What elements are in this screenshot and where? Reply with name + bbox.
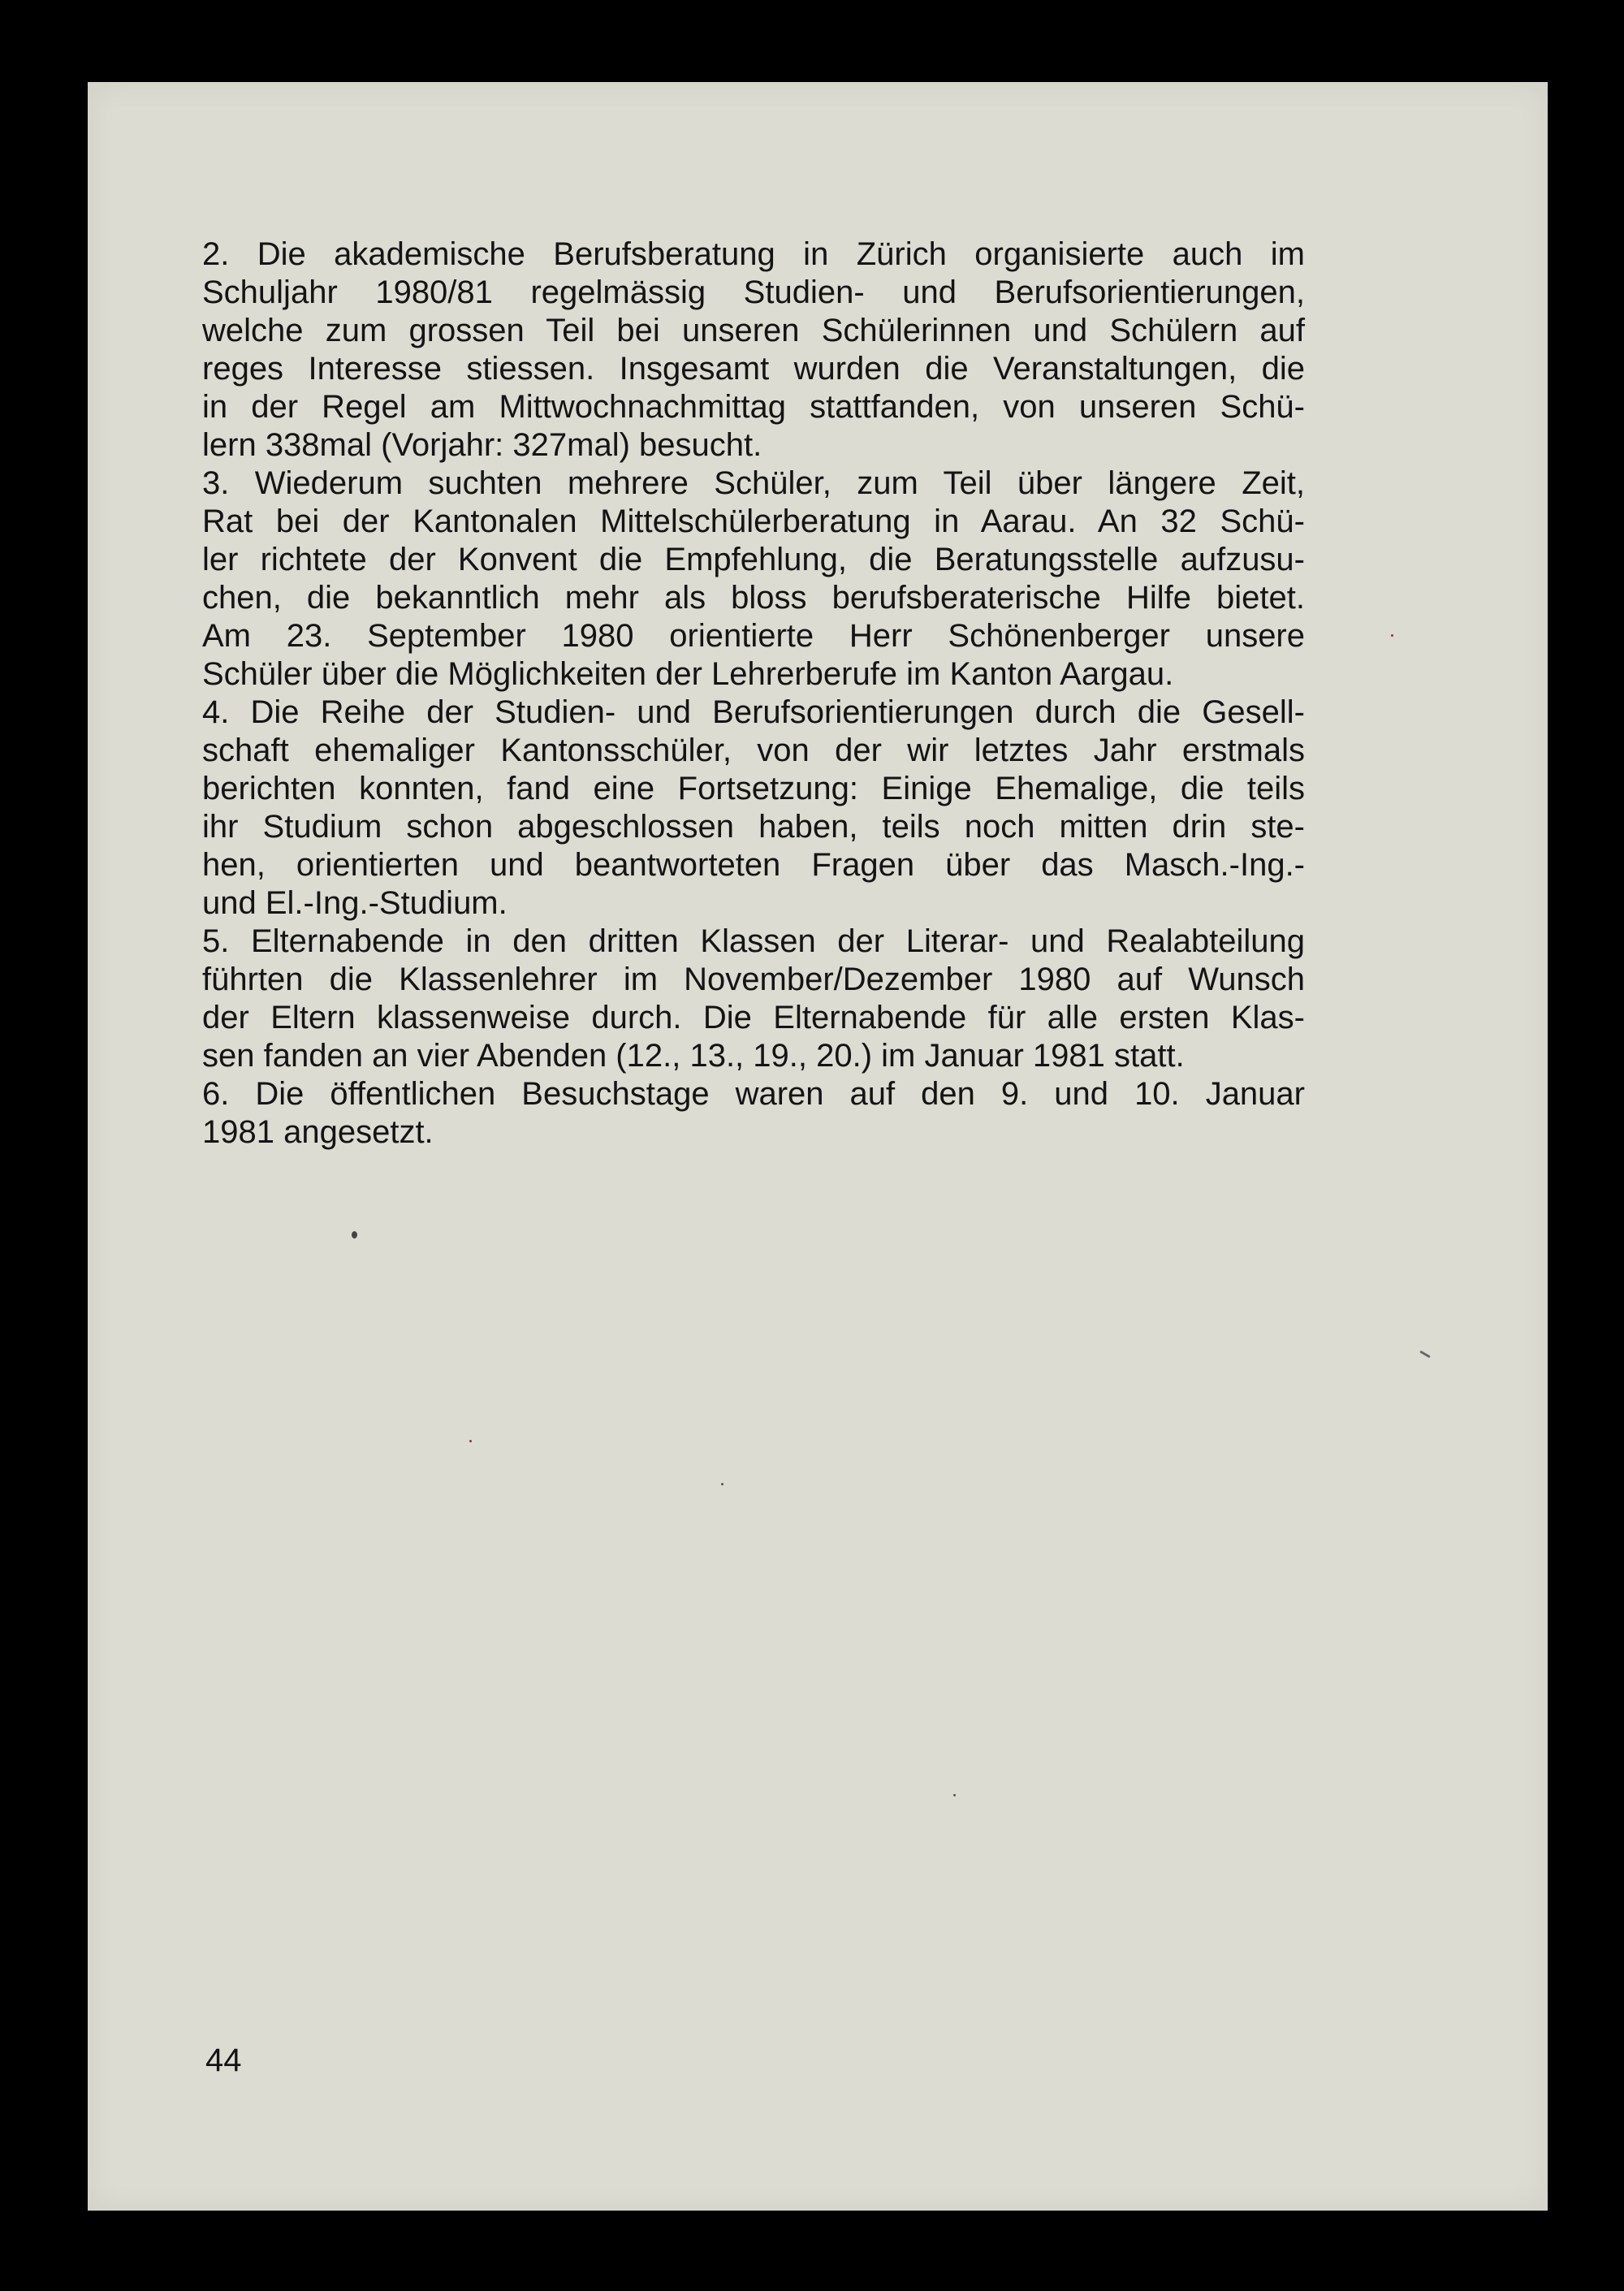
paper-speck	[352, 1231, 357, 1238]
body-text	[202, 236, 1305, 1152]
text-line: ihr Studium schon abgeschlossen haben, teils noch mitten drin ste-	[202, 809, 1305, 845]
page-number: 44	[205, 2042, 242, 2078]
text-line: ler richtete der Konvent die Empfehlung, die Beratungsstelle aufzusu-	[202, 542, 1305, 577]
text-line: Rat bei der Kantonalen Mittelschülerberatung in Aarau. An 32 Schü-	[202, 504, 1305, 539]
text-line: chen, die bekanntlich mehr als bloss berufsberaterische Hilfe bietet.	[202, 580, 1305, 616]
text-line: 6. Die öffentlichen Besuchstage waren auf den 9. und 10. Januar	[202, 1076, 1305, 1112]
text-line: 3. Wiederum suchten mehrere Schüler, zum Teil über längere Zeit,	[202, 465, 1305, 501]
text-line: 5. Elternabende in den dritten Klassen der Literar- und Realabteilung	[202, 923, 1305, 959]
paper-speck	[1391, 634, 1393, 637]
text-line: Am 23. September 1980 orientierte Herr Schönenberger unsere	[202, 618, 1305, 654]
text-line: führten die Klassenlehrer im November/Dezember 1980 auf Wunsch	[202, 962, 1305, 997]
text-line: sen fanden an vier Abenden (12., 13., 19., 20.) im Januar 1981 statt.	[202, 1038, 1185, 1074]
text-line: berichten konnten, fand eine Fortsetzung: Einige Ehemalige, die teils	[202, 771, 1305, 806]
text-line: in der Regel am Mittwochnachmittag stattfanden, von unseren Schü-	[202, 389, 1305, 425]
paper-speck	[469, 1440, 472, 1442]
paper-speck	[721, 1483, 723, 1485]
text-line: lern 338mal (Vorjahr: 327mal) besucht.	[202, 427, 762, 463]
text-line: 4. Die Reihe der Studien- und Berufsorientierungen durch die Gesell-	[202, 694, 1305, 730]
text-line: 2. Die akademische Berufsberatung in Zürich organisierte auch im	[202, 236, 1305, 272]
paper-speck	[1419, 1351, 1431, 1359]
text-line: und El.-Ing.-Studium.	[202, 885, 508, 921]
text-line: welche zum grossen Teil bei unseren Schülerinnen und Schülern auf	[202, 313, 1305, 348]
text-line: hen, orientierten und beantworteten Fragen über das Masch.-Ing.-	[202, 847, 1305, 883]
paper-speck	[953, 1794, 956, 1796]
text-line: 1981 angesetzt.	[202, 1114, 434, 1150]
text-line: Schüler über die Möglichkeiten der Lehrerberufe im Kanton Aargau.	[202, 656, 1174, 692]
text-line: Schuljahr 1980/81 regelmässig Studien- und Berufsorientierungen,	[202, 274, 1305, 310]
text-line: reges Interesse stiessen. Insgesamt wurden die Veranstaltungen, die	[202, 351, 1305, 387]
text-line: schaft ehemaliger Kantonsschüler, von der wir letztes Jahr erstmals	[202, 733, 1305, 768]
text-line: der Eltern klassenweise durch. Die Elternabende für alle ersten Klas-	[202, 1000, 1305, 1035]
